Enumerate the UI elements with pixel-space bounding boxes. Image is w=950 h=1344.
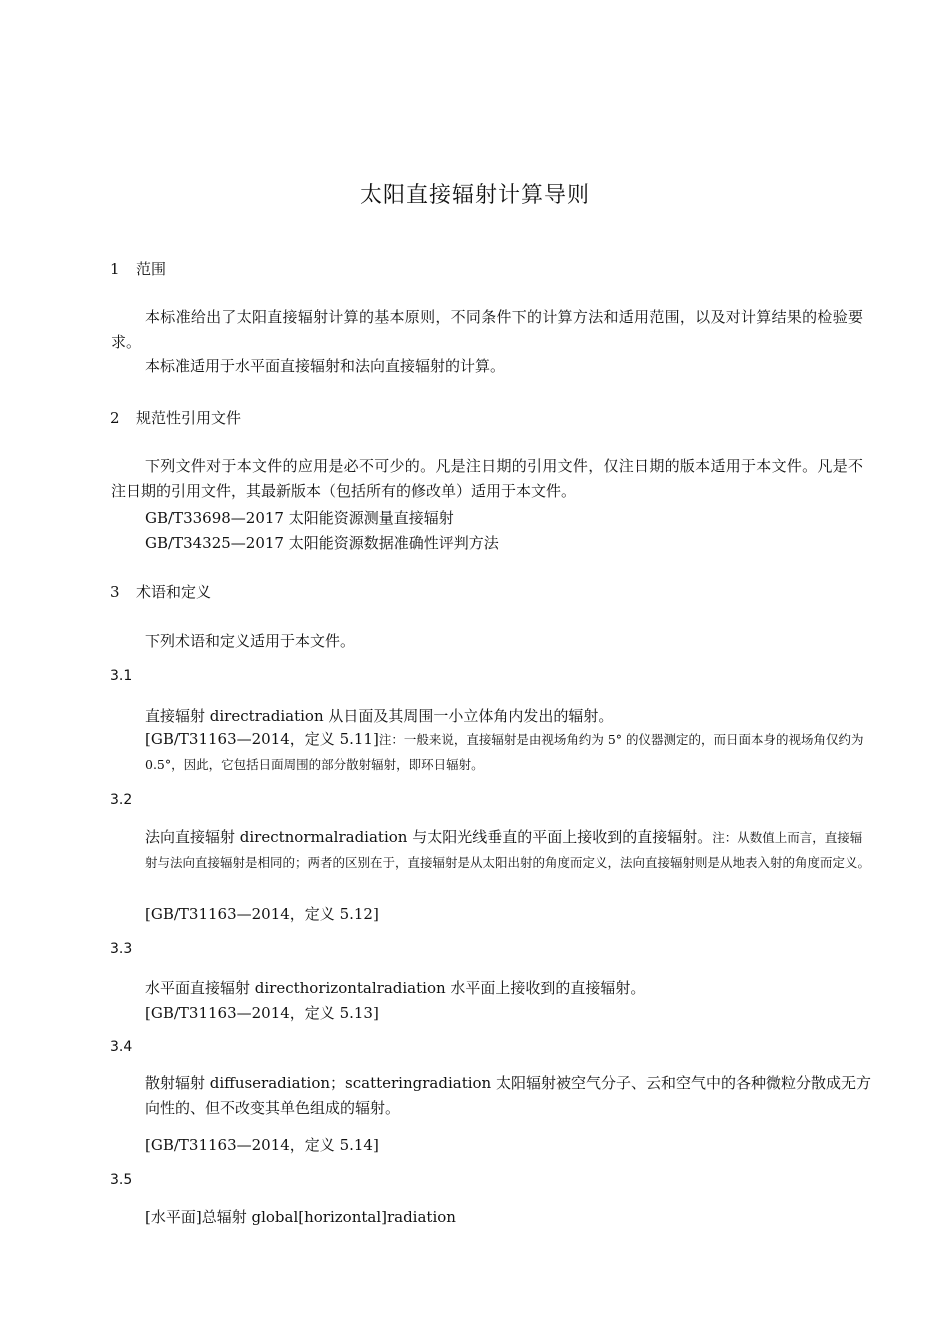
section-heading-terms — [110, 581, 211, 602]
section-title: 术语和定义 — [136, 583, 212, 601]
note-label: 注： — [378, 732, 404, 747]
document-title: 太阳直接辐射计算导则 — [359, 183, 590, 208]
scope-paragraph-2: 本标准适用于水平面直接辐射和法向直接辐射的计算。 — [145, 357, 506, 375]
term-note: 从数值上而言，直接辐射与法向直接辐射是相同的；两者的区别在于，直接辐射是从太阳出射的角度而定义，法向直接辐射则是从地表入射的角度而定义。 — [145, 830, 871, 870]
clause-number: 3.3 — [110, 941, 133, 957]
section-title: 范围 — [136, 260, 167, 278]
term-definition: 散射辐射 diffuseradiation；scatteringradiation 太阳辐射被空气分子、云和空气中的各种微粒分散成无方向性的、但不改变其单色组成的辐射。 — [145, 1074, 871, 1117]
term-definition-and-note — [145, 825, 873, 875]
clause-number: 3.2 — [110, 792, 133, 808]
term-definition: 直接辐射 directradiation 从日面及其周围一小立体角内发出的辐射。 — [145, 707, 614, 725]
scope-paragraph-1: 本标准给出了太阳直接辐射计算的基本原则，不同条件下的计算方法和适用范围，以及对计算结果的检验要求。 — [111, 308, 863, 351]
section-heading-scope — [110, 258, 166, 279]
clause-number: 3.1 — [110, 668, 133, 684]
clause-number: 3.5 — [110, 1172, 133, 1188]
term-source: [GB/T31163—2014，定义 5.11] — [145, 730, 379, 748]
reference-item: GB/T33698—2017 太阳能资源测量直接辐射 — [145, 509, 454, 527]
term-source: [GB/T31163—2014，定义 5.12] — [145, 905, 379, 923]
section-number: 1 — [110, 260, 120, 278]
term-source: [GB/T31163—2014，定义 5.14] — [145, 1136, 379, 1154]
section-number: 3 — [110, 583, 120, 601]
clause-number: 3.4 — [110, 1039, 133, 1055]
term-note: 一般来说，直接辐射是由视场角约为 5° 的仪器测定的，而日面本身的视场角仅约为 0.5°，因此，它包括日面周围的部分散射辐射，即环日辐射。 — [145, 732, 864, 772]
term-source-and-note — [145, 727, 873, 777]
term-definition: 法向直接辐射 directnormalradiation 与太阳光线垂直的平面上接收到的直接辐射。 — [145, 828, 713, 846]
term-source: [GB/T31163—2014，定义 5.13] — [145, 1004, 379, 1022]
terms-intro: 下列术语和定义适用于本文件。 — [145, 632, 356, 650]
section-heading-normative-references — [110, 407, 241, 428]
reference-item: GB/T34325—2017 太阳能资源数据准确性评判方法 — [145, 534, 499, 552]
references-intro: 下列文件对于本文件的应用是必不可少的。凡是注日期的引用文件，仅注日期的版本适用于本文件。凡是不注日期的引用文件，其最新版本（包括所有的修改单）适用于本文件。 — [111, 457, 863, 500]
section-number: 2 — [110, 409, 120, 427]
term-definition: 水平面直接辐射 directhorizontalradiation 水平面上接收到的直接辐射。 — [145, 979, 646, 997]
note-label: 注： — [712, 830, 738, 845]
section-title: 规范性引用文件 — [136, 409, 242, 427]
term-definition: [水平面]总辐射 global[horizontal]radiation — [145, 1208, 456, 1226]
